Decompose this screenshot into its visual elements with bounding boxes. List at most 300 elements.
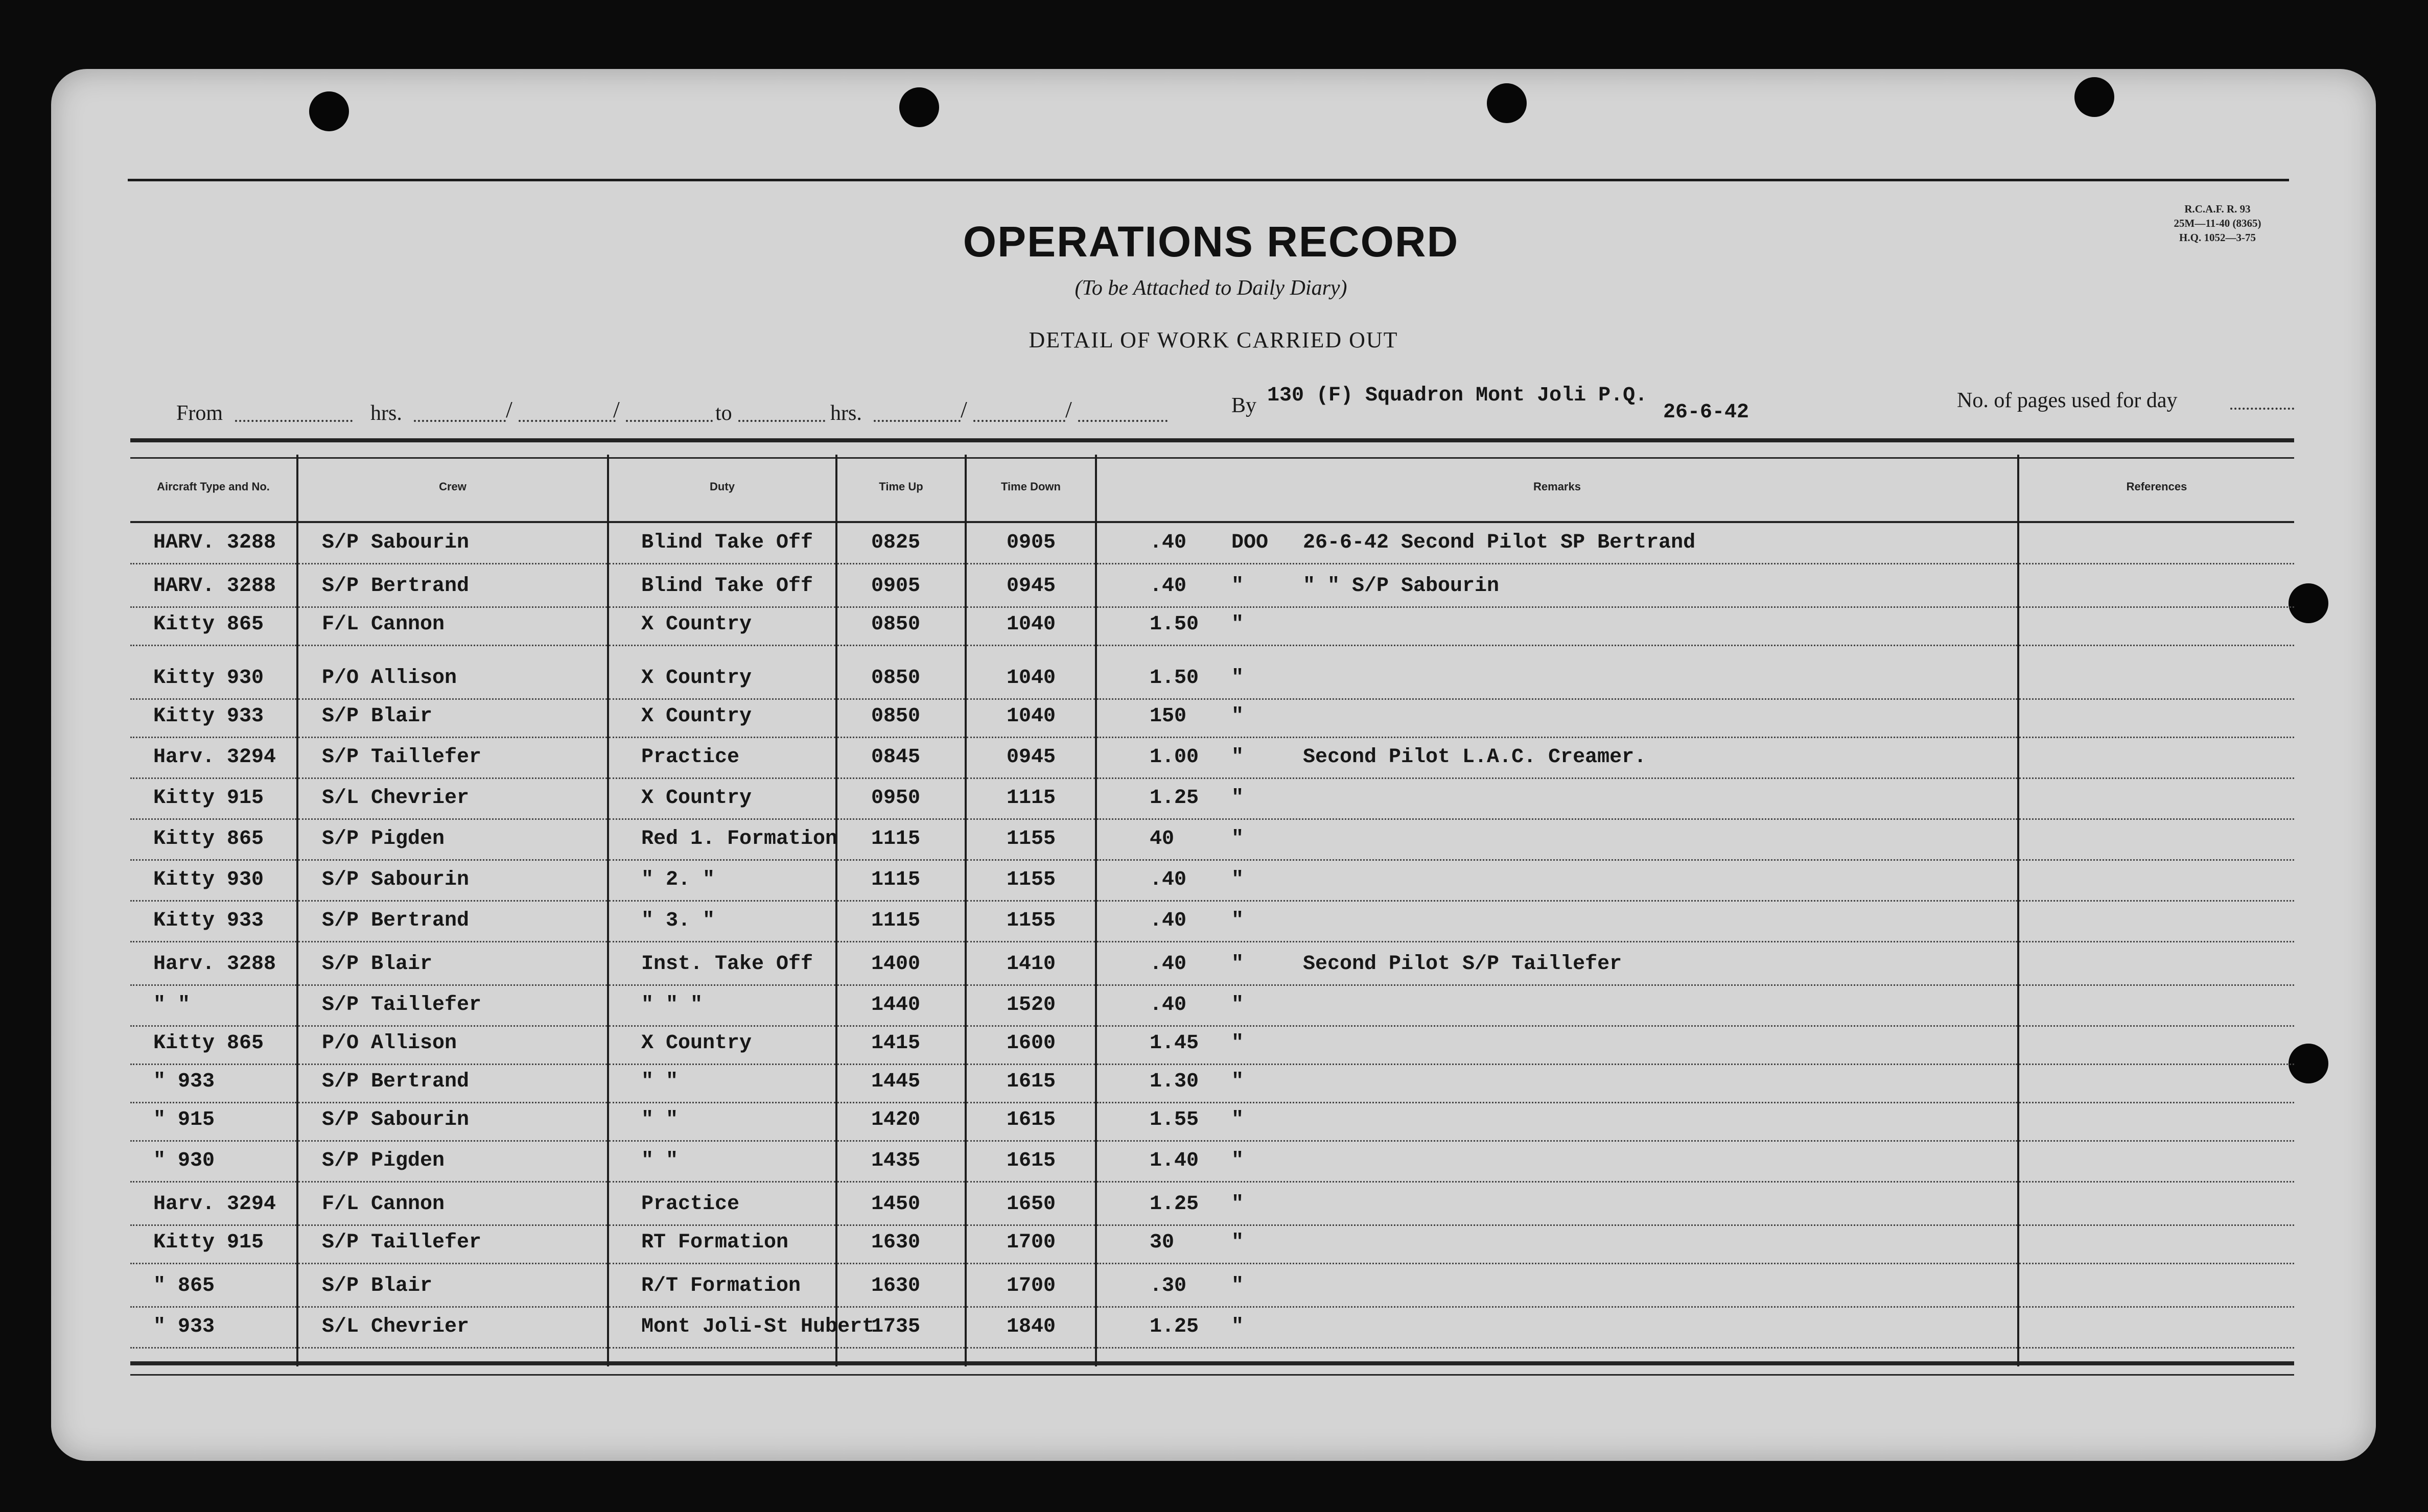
cell-aircraft: " 933: [153, 1070, 215, 1093]
row-guide-line: [298, 1064, 607, 1065]
row-guide-line: [1097, 1306, 2017, 1308]
table-row: [0, 828, 2428, 868]
row-guide-line: [967, 1025, 1095, 1027]
table-row: [0, 953, 2428, 994]
table-header-rule: [130, 457, 2294, 459]
row-guide-line: [1097, 563, 2017, 564]
row-guide-line: [130, 645, 296, 646]
cell-crew: S/P Blair: [322, 953, 433, 976]
row-guide-line: [2019, 1025, 2294, 1027]
row-guide-line: [130, 1306, 296, 1308]
row-guide-line: [298, 818, 607, 820]
cell-down: 1840: [1007, 1315, 1056, 1338]
punch-hole: [309, 91, 349, 131]
cell-mark: ": [1231, 1193, 1244, 1216]
row-guide-line: [298, 941, 607, 942]
cell-hrs: 1.55: [1150, 1108, 1199, 1131]
cell-down: 1520: [1007, 994, 1056, 1017]
date-field: [519, 420, 616, 422]
cell-crew: S/L Chevrier: [322, 1315, 470, 1338]
row-guide-line: [2019, 900, 2294, 902]
hrs-field: [414, 420, 506, 422]
column-header-crew: Crew: [439, 480, 466, 493]
cell-crew: S/P Bertrand: [322, 575, 470, 598]
cell-crew: S/L Chevrier: [322, 787, 470, 810]
cell-mark: ": [1231, 953, 1244, 976]
row-guide-line: [2019, 1102, 2294, 1103]
table-row: [0, 1070, 2428, 1111]
cell-up: 1115: [871, 909, 921, 932]
row-guide-line: [130, 1025, 296, 1027]
row-guide-line: [298, 737, 607, 738]
row-guide-line: [967, 1064, 1095, 1065]
cell-crew: S/P Sabourin: [322, 531, 470, 554]
row-guide-line: [609, 900, 835, 902]
row-guide-line: [130, 1102, 296, 1103]
row-guide-line: [1097, 1224, 2017, 1226]
date-separator: /: [506, 396, 512, 422]
row-guide-line: [609, 859, 835, 861]
cell-duty: Inst. Take Off: [641, 953, 813, 976]
row-guide-line: [298, 1181, 607, 1183]
row-guide-line: [1097, 645, 2017, 646]
row-guide-line: [837, 698, 965, 700]
row-guide-line: [298, 1306, 607, 1308]
row-guide-line: [298, 1025, 607, 1027]
cell-up: 1400: [871, 953, 921, 976]
date-field: [973, 420, 1065, 422]
cell-duty: Practice: [641, 1193, 740, 1216]
row-guide-line: [298, 645, 607, 646]
row-guide-line: [837, 1140, 965, 1142]
cell-duty: " ": [641, 1149, 679, 1172]
cell-mark: ": [1231, 575, 1244, 598]
cell-hrs: 150: [1150, 705, 1187, 728]
row-guide-line: [837, 777, 965, 779]
row-guide-line: [837, 1181, 965, 1183]
cell-duty: X Country: [641, 705, 752, 728]
cell-aircraft: " 865: [153, 1274, 215, 1297]
column-header-references: References: [2126, 480, 2187, 493]
row-guide-line: [967, 1181, 1095, 1183]
table-row: [0, 746, 2428, 787]
cell-down: 1155: [1007, 909, 1056, 932]
date-typed: 26-6-42: [1663, 401, 1749, 424]
column-header-time-up: Time Up: [879, 480, 923, 493]
row-guide-line: [609, 645, 835, 646]
row-guide-line: [837, 859, 965, 861]
cell-aircraft: Kitty 915: [153, 787, 264, 810]
cell-duty: X Country: [641, 787, 752, 810]
row-guide-line: [2019, 1263, 2294, 1264]
cell-hrs: 1.25: [1150, 1315, 1199, 1338]
cell-hrs: 1.50: [1150, 613, 1199, 636]
cell-mark: ": [1231, 1149, 1244, 1172]
row-guide-line: [609, 1064, 835, 1065]
cell-duty: RT Formation: [641, 1231, 789, 1254]
cell-down: 0945: [1007, 746, 1056, 769]
row-guide-line: [2019, 859, 2294, 861]
date-separator: /: [961, 396, 967, 422]
punch-hole: [1487, 83, 1527, 123]
date-separator: /: [613, 396, 620, 422]
pages-field: [2230, 408, 2294, 410]
cell-hrs: 40: [1150, 828, 1175, 850]
cell-aircraft: Harv. 3288: [153, 953, 276, 976]
table-row: [0, 613, 2428, 654]
hrs-label: hrs.: [830, 401, 862, 425]
cell-mark: ": [1231, 909, 1244, 932]
cell-hrs: 1.00: [1150, 746, 1199, 769]
header-bottom-rule: [130, 521, 2294, 523]
cell-aircraft: Kitty 865: [153, 613, 264, 636]
cell-down: 1700: [1007, 1274, 1056, 1297]
table-bottom-rule: [130, 1374, 2294, 1376]
row-guide-line: [967, 1224, 1095, 1226]
row-guide-line: [609, 984, 835, 986]
punch-hole: [2074, 77, 2114, 117]
column-header-duty: Duty: [710, 480, 735, 493]
cell-crew: P/O Allison: [322, 667, 457, 690]
cell-aircraft: Kitty 933: [153, 909, 264, 932]
row-guide-line: [2019, 698, 2294, 700]
row-guide-line: [298, 1140, 607, 1142]
column-header-time-down: Time Down: [1001, 480, 1061, 493]
row-guide-line: [967, 698, 1095, 700]
cell-duty: " 2. ": [641, 868, 715, 891]
row-guide-line: [130, 737, 296, 738]
cell-mark: ": [1231, 1070, 1244, 1093]
form-ref-line: R.C.A.F. R. 93: [2184, 203, 2251, 215]
row-guide-line: [609, 698, 835, 700]
cell-aircraft: Kitty 930: [153, 868, 264, 891]
cell-aircraft: " 933: [153, 1315, 215, 1338]
table-row: [0, 1231, 2428, 1272]
cell-up: 1435: [871, 1149, 921, 1172]
row-guide-line: [130, 606, 296, 608]
row-guide-line: [130, 1263, 296, 1264]
row-guide-line: [967, 941, 1095, 942]
row-guide-line: [2019, 563, 2294, 564]
row-guide-line: [609, 1347, 835, 1349]
row-guide-line: [130, 698, 296, 700]
row-guide-line: [609, 1140, 835, 1142]
cell-up: 0825: [871, 531, 921, 554]
row-guide-line: [130, 1224, 296, 1226]
cell-crew: S/P Taillefer: [322, 746, 482, 769]
cell-down: 1700: [1007, 1231, 1056, 1254]
cell-crew: S/P Blair: [322, 1274, 433, 1297]
cell-mark: ": [1231, 1315, 1244, 1338]
row-guide-line: [837, 818, 965, 820]
row-guide-line: [2019, 645, 2294, 646]
cell-remark: Second Pilot S/P Taillefer: [1303, 953, 1622, 976]
cell-crew: S/P Taillefer: [322, 1231, 482, 1254]
row-guide-line: [2019, 984, 2294, 986]
cell-duty: R/T Formation: [641, 1274, 801, 1297]
cell-duty: X Country: [641, 667, 752, 690]
row-guide-line: [1097, 777, 2017, 779]
row-guide-line: [130, 1181, 296, 1183]
cell-crew: S/P Pigden: [322, 828, 445, 850]
row-guide-line: [298, 984, 607, 986]
cell-hrs: .30: [1150, 1274, 1187, 1297]
cell-down: 0905: [1007, 531, 1056, 554]
cell-remark: Second Pilot L.A.C. Creamer.: [1303, 746, 1647, 769]
cell-aircraft: HARV. 3288: [153, 575, 276, 598]
row-guide-line: [298, 606, 607, 608]
row-guide-line: [2019, 1181, 2294, 1183]
row-guide-line: [609, 1181, 835, 1183]
cell-up: 0850: [871, 667, 921, 690]
table-row: [0, 868, 2428, 909]
row-guide-line: [2019, 1224, 2294, 1226]
table-row: [0, 705, 2428, 746]
row-guide-line: [837, 1102, 965, 1103]
cell-mark: ": [1231, 1274, 1244, 1297]
row-guide-line: [609, 1263, 835, 1264]
row-guide-line: [2019, 1347, 2294, 1349]
row-guide-line: [1097, 737, 2017, 738]
row-guide-line: [609, 606, 835, 608]
cell-hrs: 1.25: [1150, 1193, 1199, 1216]
row-guide-line: [2019, 606, 2294, 608]
row-guide-line: [130, 900, 296, 902]
cell-up: 1115: [871, 868, 921, 891]
row-guide-line: [2019, 941, 2294, 942]
row-guide-line: [837, 941, 965, 942]
cell-down: 1155: [1007, 868, 1056, 891]
row-guide-line: [609, 1306, 835, 1308]
cell-duty: Blind Take Off: [641, 575, 813, 598]
row-guide-line: [967, 984, 1095, 986]
cell-aircraft: Harv. 3294: [153, 1193, 276, 1216]
cell-down: 1650: [1007, 1193, 1056, 1216]
row-guide-line: [1097, 1263, 2017, 1264]
table-row: [0, 531, 2428, 572]
cell-up: 1445: [871, 1070, 921, 1093]
cell-remark: 26-6-42 Second Pilot SP Bertrand: [1303, 531, 1696, 554]
table-row: [0, 1315, 2428, 1356]
table-row: [0, 575, 2428, 616]
cell-up: 1440: [871, 994, 921, 1017]
row-guide-line: [1097, 818, 2017, 820]
row-guide-line: [298, 1224, 607, 1226]
cell-hrs: 1.45: [1150, 1032, 1199, 1055]
hrs-label: hrs.: [370, 401, 402, 425]
row-guide-line: [1097, 1347, 2017, 1349]
row-guide-line: [130, 1064, 296, 1065]
row-guide-line: [1097, 1140, 2017, 1142]
row-guide-line: [130, 984, 296, 986]
row-guide-line: [967, 737, 1095, 738]
cell-hrs: 1.30: [1150, 1070, 1199, 1093]
cell-up: 0845: [871, 746, 921, 769]
cell-crew: S/P Bertrand: [322, 1070, 470, 1093]
row-guide-line: [609, 563, 835, 564]
row-guide-line: [1097, 941, 2017, 942]
row-guide-line: [837, 563, 965, 564]
cell-remark: " " S/P Sabourin: [1303, 575, 1500, 598]
cell-hrs: 1.40: [1150, 1149, 1199, 1172]
row-guide-line: [837, 984, 965, 986]
table-row: [0, 994, 2428, 1034]
row-guide-line: [609, 818, 835, 820]
row-guide-line: [967, 900, 1095, 902]
row-guide-line: [837, 737, 965, 738]
row-guide-line: [130, 818, 296, 820]
row-guide-line: [130, 1140, 296, 1142]
cell-duty: Red 1. Formation: [641, 828, 838, 850]
row-guide-line: [837, 645, 965, 646]
cell-up: 1450: [871, 1193, 921, 1216]
row-guide-line: [298, 900, 607, 902]
table-top-rule: [130, 438, 2294, 442]
cell-duty: " ": [641, 1070, 679, 1093]
table-row: [0, 1108, 2428, 1149]
punch-hole: [899, 87, 939, 127]
form-ref-line: 25M—11-40 (8365): [2174, 217, 2261, 229]
cell-down: 1040: [1007, 705, 1056, 728]
cell-duty: " ": [641, 1108, 679, 1131]
row-guide-line: [298, 859, 607, 861]
cell-up: 1415: [871, 1032, 921, 1055]
row-guide-line: [837, 1064, 965, 1065]
cell-mark: ": [1231, 613, 1244, 636]
row-guide-line: [967, 563, 1095, 564]
row-guide-line: [837, 1263, 965, 1264]
cell-up: 1420: [871, 1108, 921, 1131]
row-guide-line: [298, 698, 607, 700]
row-guide-line: [298, 1263, 607, 1264]
cell-up: 0850: [871, 705, 921, 728]
cell-down: 0945: [1007, 575, 1056, 598]
cell-aircraft: " 930: [153, 1149, 215, 1172]
cell-down: 1410: [1007, 953, 1056, 976]
row-guide-line: [837, 606, 965, 608]
to-label: to: [715, 401, 732, 425]
row-guide-line: [298, 563, 607, 564]
cell-duty: X Country: [641, 613, 752, 636]
page-title: OPERATIONS RECORD: [963, 218, 1459, 266]
cell-down: 1115: [1007, 787, 1056, 810]
from-field: [235, 420, 353, 422]
cell-down: 1155: [1007, 828, 1056, 850]
cell-hrs: .40: [1150, 994, 1187, 1017]
cell-crew: F/L Cannon: [322, 613, 445, 636]
cell-aircraft: Kitty 865: [153, 1032, 264, 1055]
row-guide-line: [1097, 698, 2017, 700]
cell-aircraft: Kitty 915: [153, 1231, 264, 1254]
row-guide-line: [609, 737, 835, 738]
cell-duty: " " ": [641, 994, 703, 1017]
cell-crew: S/P Sabourin: [322, 868, 470, 891]
row-guide-line: [298, 777, 607, 779]
row-guide-line: [2019, 1306, 2294, 1308]
row-guide-line: [967, 818, 1095, 820]
pages-label: No. of pages used for day: [1957, 389, 2178, 412]
row-guide-line: [967, 1140, 1095, 1142]
cell-up: 1735: [871, 1315, 921, 1338]
cell-crew: S/P Blair: [322, 705, 433, 728]
cell-duty: " 3. ": [641, 909, 715, 932]
cell-duty: Practice: [641, 746, 740, 769]
table-bottom-rule: [130, 1361, 2294, 1365]
row-guide-line: [967, 645, 1095, 646]
row-guide-line: [130, 859, 296, 861]
cell-mark: ": [1231, 994, 1244, 1017]
cell-mark: DOO: [1231, 531, 1269, 554]
row-guide-line: [967, 1306, 1095, 1308]
row-guide-line: [1097, 1064, 2017, 1065]
cell-crew: F/L Cannon: [322, 1193, 445, 1216]
row-guide-line: [837, 1347, 965, 1349]
cell-hrs: .40: [1150, 531, 1187, 554]
cell-hrs: 1.25: [1150, 787, 1199, 810]
table-row: [0, 1032, 2428, 1073]
cell-duty: X Country: [641, 1032, 752, 1055]
hrs-field: [874, 420, 961, 422]
cell-aircraft: " ": [153, 994, 191, 1017]
cell-aircraft: Harv. 3294: [153, 746, 276, 769]
cell-down: 1615: [1007, 1070, 1056, 1093]
column-header-remarks: Remarks: [1533, 480, 1581, 493]
section-heading: DETAIL OF WORK CARRIED OUT: [1029, 327, 1398, 352]
cell-up: 1630: [871, 1231, 921, 1254]
row-guide-line: [967, 1102, 1095, 1103]
squadron-typed: 130 (F) Squadron Mont Joli P.Q.: [1267, 384, 1648, 407]
row-guide-line: [967, 1263, 1095, 1264]
date-field: [1078, 420, 1168, 422]
cell-down: 1615: [1007, 1108, 1056, 1131]
cell-down: 1040: [1007, 613, 1056, 636]
cell-duty: Blind Take Off: [641, 531, 813, 554]
cell-mark: ": [1231, 787, 1244, 810]
cell-aircraft: " 915: [153, 1108, 215, 1131]
to-field: [738, 420, 825, 422]
table-row: [0, 1149, 2428, 1190]
row-guide-line: [1097, 1181, 2017, 1183]
row-guide-line: [130, 777, 296, 779]
cell-aircraft: HARV. 3288: [153, 531, 276, 554]
row-guide-line: [1097, 859, 2017, 861]
cell-up: 0950: [871, 787, 921, 810]
row-guide-line: [130, 563, 296, 564]
cell-hrs: 30: [1150, 1231, 1175, 1254]
date-separator: /: [1065, 396, 1072, 422]
cell-aircraft: Kitty 865: [153, 828, 264, 850]
row-guide-line: [1097, 1025, 2017, 1027]
cell-mark: ": [1231, 868, 1244, 891]
cell-hrs: .40: [1150, 868, 1187, 891]
table-row: [0, 1193, 2428, 1234]
cell-mark: ": [1231, 1032, 1244, 1055]
row-guide-line: [1097, 984, 2017, 986]
cell-mark: ": [1231, 667, 1244, 690]
cell-hrs: 1.50: [1150, 667, 1199, 690]
cell-duty: Mont Joli-St Hubert: [641, 1315, 875, 1338]
column-header-aircraft: Aircraft Type and No.: [157, 480, 270, 493]
cell-crew: P/O Allison: [322, 1032, 457, 1055]
row-guide-line: [1097, 606, 2017, 608]
row-guide-line: [1097, 900, 2017, 902]
row-guide-line: [609, 1025, 835, 1027]
row-guide-line: [1097, 1102, 2017, 1103]
cell-mark: ": [1231, 1108, 1244, 1131]
cell-up: 0850: [871, 613, 921, 636]
cell-hrs: .40: [1150, 575, 1187, 598]
form-reference: [2115, 202, 2320, 245]
